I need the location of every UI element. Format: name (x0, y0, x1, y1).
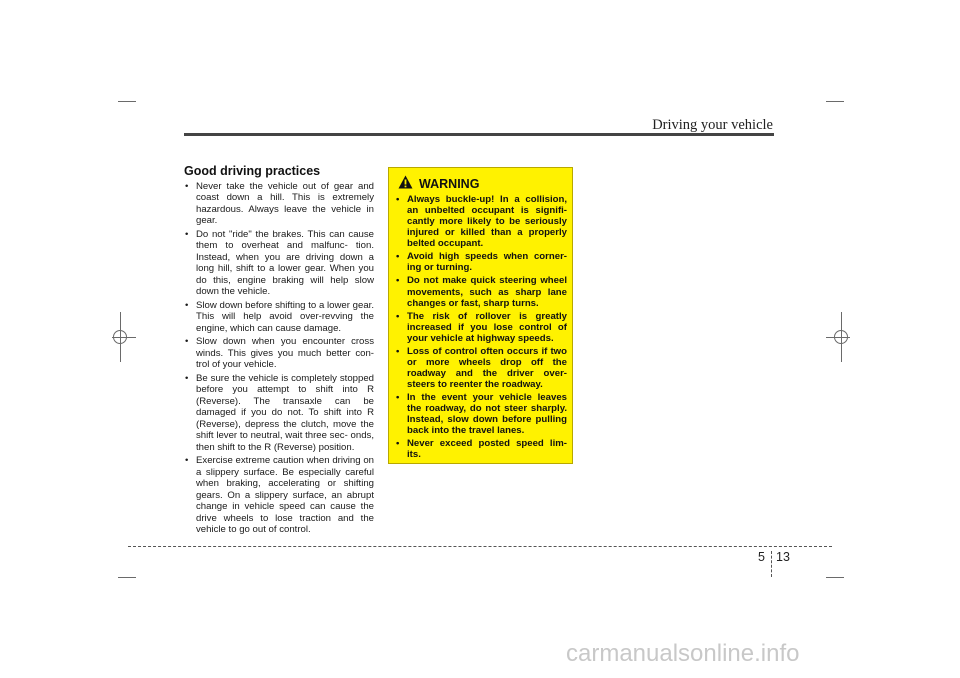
list-item-text: Do not "ride" the brakes. This can cause them to overheat and malfunc- tion. Instead, when you are driving down a long hill, shift to a lower gear. When you do this, engine braking will help slow down the vehicle. (196, 229, 374, 298)
bullet-icon: • (185, 373, 189, 384)
bullet-icon: • (185, 455, 189, 467)
chapter-number: 5 (758, 550, 765, 564)
bullet-icon: • (185, 336, 189, 348)
bullet-icon: • (396, 310, 400, 322)
list-item-text: Exercise extreme caution when driving on a slippery surface. Be especially careful when braking, accelerating or shifting gears. On a slippery surface, an abrupt change in vehicle speed can cause the drive wheels to lose traction and the vehicle to go out of control. (196, 455, 374, 536)
list-item-text: Be sure the vehicle is completely stopped before you attempt to shift into R (Reverse). The transaxle can be damaged if you do not. To shift into R (Reverse), depress the clutch, move the shift lever to neutral, wait three sec- onds, then shift to the R (Reverse) position. (196, 373, 374, 453)
bullet-icon: • (396, 438, 400, 450)
warning-item-text: The risk of rollover is greatly increased if you lose control of your vehicle at highway speeds. (407, 310, 567, 344)
bullet-icon: • (396, 251, 400, 263)
header-rule (184, 133, 774, 136)
list-item (184, 336, 374, 370)
page-number: 13 (776, 550, 790, 564)
warning-item (395, 194, 567, 249)
warning-item (395, 438, 567, 460)
warning-item-text: Always buckle-up! In a collision, an unbelted occupant is signifi- cantly more likely to be seriously injured or killed than a properly belted occupant. (407, 194, 567, 250)
section-title: Good driving practices (184, 164, 321, 178)
crop-mark (826, 577, 844, 578)
warning-title: WARNING (419, 177, 480, 191)
list-item-text: Slow down when you encounter cross winds. This gives you much better con- trol of your vehicle. (196, 336, 374, 371)
driving-practices-list (184, 181, 374, 538)
warning-item (395, 311, 567, 344)
crop-mark (826, 101, 844, 102)
list-item (184, 455, 374, 535)
footer-rule (128, 546, 832, 547)
warning-item (395, 251, 567, 273)
bullet-icon: • (396, 275, 400, 287)
registration-circle-left (113, 330, 127, 344)
warning-item-text: In the event your vehicle leaves the roadway, do not steer sharply. Instead, slow down before pulling back into the travel lanes. (407, 392, 567, 437)
watermark: carmanualsonline.info (566, 640, 800, 667)
list-item (184, 229, 374, 298)
warning-item (395, 392, 567, 436)
bullet-icon: • (396, 345, 400, 357)
bullet-icon: • (396, 194, 400, 205)
warning-item (395, 346, 567, 390)
warning-list (395, 194, 567, 462)
warning-triangle-icon (398, 175, 413, 189)
list-item-text: Never take the vehicle out of gear and coast down a hill. This is extremely hazardous. Always leave the vehicle in gear. (196, 181, 374, 227)
warning-item (395, 275, 567, 308)
list-item (184, 373, 374, 453)
crop-mark (118, 577, 136, 578)
list-item (184, 300, 374, 334)
bullet-icon: • (185, 181, 189, 192)
list-item-text: Slow down before shifting to a lower gear. This will help avoid over-revving the engine, which can cause damage. (196, 299, 374, 334)
page-divider (771, 551, 773, 577)
header-title: Driving your vehicle (652, 117, 773, 133)
warning-item-text: Avoid high speeds when corner- ing or turning. (407, 251, 567, 274)
warning-box (388, 167, 573, 464)
registration-circle-right (834, 330, 848, 344)
crop-mark (118, 101, 136, 102)
list-item (184, 181, 374, 227)
bullet-icon: • (185, 299, 189, 311)
warning-item-text: Loss of control often occurs if two or more wheels drop off the roadway and the driver over- steers to reenter the roadway. (407, 345, 567, 391)
bullet-icon: • (396, 392, 400, 404)
warning-item-text: Never exceed posted speed lim- its. (407, 438, 567, 461)
bullet-icon: • (185, 229, 189, 240)
warning-item-text: Do not make quick steering wheel movements, such as sharp lane changes or fast, sharp turns. (407, 275, 567, 309)
